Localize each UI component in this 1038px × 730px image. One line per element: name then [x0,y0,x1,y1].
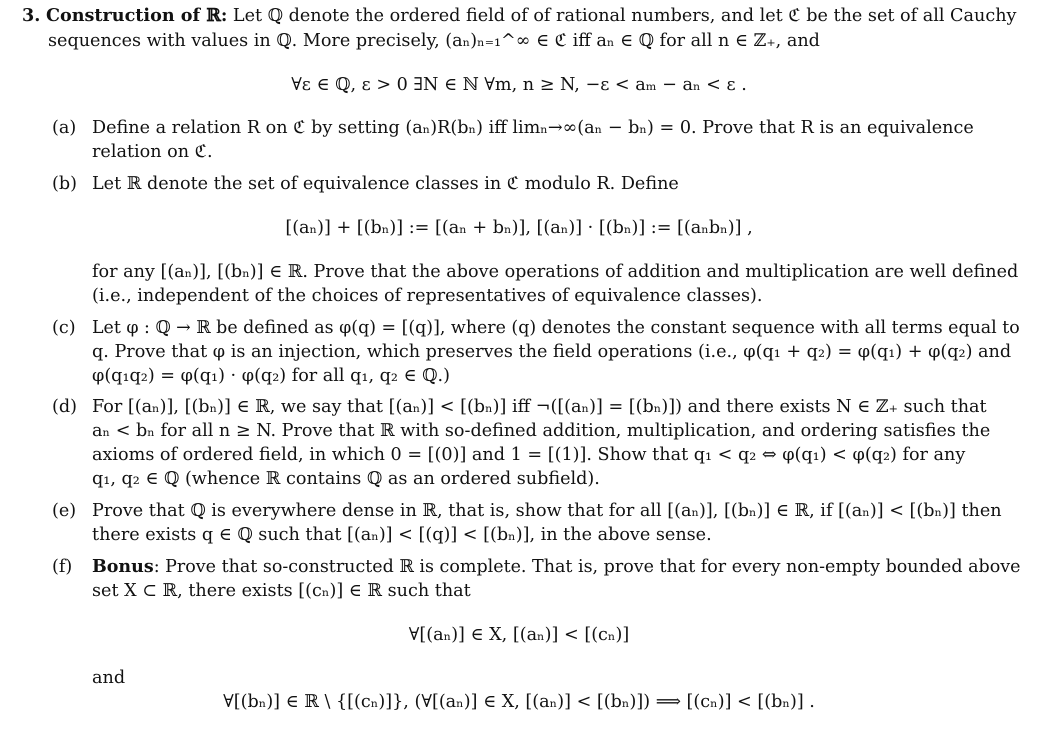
part-a-label: (a) [52,118,77,138]
part-d-line-3: axioms of ordered field, in which 0 = [(0)] and 1 = [(1)]. Show that q₁ < q₂ ⇔ φ(q₁) < φ(q₂) for any [92,445,966,465]
part-a-line-1: Define a relation R on ℭ by setting (aₙ)R(bₙ) iff limₙ→∞(aₙ − bₙ) = 0. Prove that R is an equivalence [92,118,974,138]
part-a-line-2: relation on ℭ. [92,142,213,162]
bonus-label: Bonus [92,556,154,577]
part-c-line-1: Let φ : ℚ → ℝ be defined as φ(q) = [(q)], where (q) denotes the constant sequence with all terms equal to [92,318,1020,338]
cauchy-condition-equation: ∀ε ∈ ℚ, ε > 0 ∃N ∈ ℕ ∀m, n ≥ N, −ε < aₘ − aₙ < ε . [291,75,747,95]
operations-equation: [(aₙ)] + [(bₙ)] := [(aₙ + bₙ)], [(aₙ)] · [(bₙ)] := [(aₙbₙ)] , [285,218,753,238]
intro-text-1: Let ℚ denote the ordered field of of rational numbers, and let ℭ be the set of all Cauchy [232,6,1017,26]
part-d-line-1: For [(aₙ)], [(bₙ)] ∈ ℝ, we say that [(aₙ)] < [(bₙ)] iff ¬([(aₙ)] = [(bₙ)]) and there exists N ∈ ℤ₊ such that [92,397,987,417]
part-b-label: (b) [52,174,77,194]
part-e-line-2: there exists q ∈ ℚ such that [(aₙ)] < [(q)] < [(bₙ)], in the above sense. [92,525,712,545]
part-d-line-4: q₁, q₂ ∈ ℚ (whence ℝ contains ℚ as an ordered subfield). [92,469,600,489]
part-d-line-2: aₙ < bₙ for all n ≥ N. Prove that ℝ with so-defined addition, multiplication, and ordering satisfies the [92,421,991,441]
part-e-label: (e) [52,501,77,521]
part-f-and: and [92,668,126,688]
part-d-label: (d) [52,397,77,417]
problem-title: Construction of ℝ: [45,5,228,26]
part-b-line-1: Let ℝ denote the set of equivalence classes in ℭ modulo R. Define [92,174,679,194]
problem-number: 3. [22,5,41,26]
part-b-line-2: for any [(aₙ)], [(bₙ)] ∈ ℝ. Prove that the above operations of addition and multiplication are well defined [92,262,1019,282]
part-f-line-1 [92,555,1020,579]
part-c-line-3: φ(q₁q₂) = φ(q₁) · φ(q₂) for all q₁, q₂ ∈ ℚ.) [92,366,450,386]
part-f-line-2: set X ⊂ ℝ, there exists [(cₙ)] ∈ ℝ such that [92,581,471,601]
part-f-label: (f) [52,557,73,577]
part-b-line-3: (i.e., independent of the choices of representatives of equivalence classes). [92,286,763,306]
upper-bound-equation: ∀[(aₙ)] ∈ X, [(aₙ)] < [(cₙ)] [408,625,630,645]
problem-intro-line-1 [22,4,1016,28]
part-e-line-1: Prove that ℚ is everywhere dense in ℝ, that is, show that for all [(aₙ)], [(bₙ)] ∈ ℝ, if [(aₙ)] < [(bₙ)] then [92,501,1002,521]
least-upper-bound-equation: ∀[(bₙ)] ∈ ℝ \ {[(cₙ)]}, (∀[(aₙ)] ∈ X, [(aₙ)] < [(bₙ)]) ⟹ [(cₙ)] < [(bₙ)] . [223,692,815,712]
part-f-line-1-text: : Prove that so-constructed ℝ is complete. That is, prove that for every non-empty bounded above [153,557,1021,577]
part-c-label: (c) [52,318,76,338]
intro-text-2: sequences with values in ℚ. More precisely, (aₙ)ₙ₌₁^∞ ∈ ℭ iff aₙ ∈ ℚ for all n ∈ ℤ₊, and [48,31,820,51]
part-c-line-2: q. Prove that φ is an injection, which preserves the field operations (i.e., φ(q₁ + q₂) = φ(q₁) + φ(q₂) and [92,342,1012,362]
